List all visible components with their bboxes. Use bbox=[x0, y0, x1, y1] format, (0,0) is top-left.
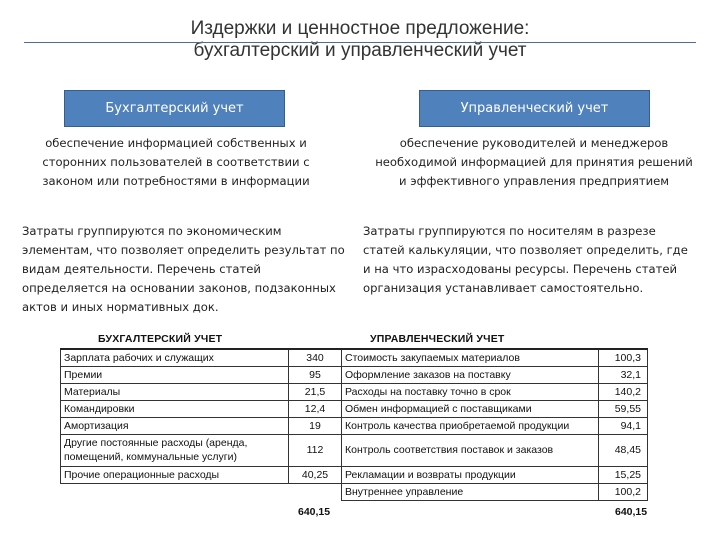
management-value: 140,2 bbox=[599, 383, 648, 400]
accounting-value: 40,25 bbox=[289, 466, 342, 483]
management-header: Управленческий учет bbox=[419, 90, 650, 127]
management-value: 100,2 bbox=[599, 483, 648, 500]
management-item: Стоимость закупаемых материалов bbox=[342, 349, 599, 366]
table-row bbox=[61, 483, 648, 500]
cost-table bbox=[60, 348, 648, 501]
table-row bbox=[61, 349, 648, 366]
title-divider bbox=[24, 42, 696, 43]
accounting-total: 640,15 bbox=[298, 506, 331, 518]
management-value: 100,3 bbox=[599, 349, 648, 366]
management-value: 32,1 bbox=[599, 366, 648, 383]
empty-cell bbox=[289, 483, 342, 500]
management-value: 59,55 bbox=[599, 400, 648, 417]
accounting-header: Бухгалтерский учет bbox=[64, 90, 285, 127]
management-definition: обеспечение руководителей и менеджеров необходимой информацией для принятия решений и эффективного управления предприятием bbox=[375, 136, 693, 188]
table-row bbox=[61, 466, 648, 483]
accounting-cost-grouping: Затраты группируются по экономическим элементам, что позволяет определить результат по видам деятельности. Перечень статей определяется на основании законов, подзаконных актов и иных нормативных док. bbox=[22, 224, 345, 314]
accounting-item: Прочие операционные расходы bbox=[61, 466, 289, 483]
table-row bbox=[61, 366, 648, 383]
accounting-value: 340 bbox=[289, 349, 342, 366]
table-row bbox=[61, 434, 648, 466]
management-item: Обмен информацией с поставщиками bbox=[342, 400, 599, 417]
accounting-value: 95 bbox=[289, 366, 342, 383]
accounting-item: Материалы bbox=[61, 383, 289, 400]
management-item: Расходы на поставку точно в срок bbox=[342, 383, 599, 400]
accounting-item: Амортизация bbox=[61, 417, 289, 434]
management-cost-grouping: Затраты группируются по носителям в разрезе статей калькуляции, что позволяет определить, где и на что израсходованы ресурсы. Перечень статей организация устанавливает самостоятельно. bbox=[363, 224, 688, 295]
management-item: Контроль соответствия поставок и заказов bbox=[342, 434, 599, 466]
management-item: Внутреннее управление bbox=[342, 483, 599, 500]
slide-title bbox=[0, 18, 720, 62]
table-heading-management: УПРАВЛЕНЧЕСКИЙ УЧЕТ bbox=[370, 333, 505, 345]
management-item: Контроль качества приобретаемой продукции bbox=[342, 417, 599, 434]
title-line-1: Издержки и ценностное предложение: bbox=[190, 18, 530, 39]
management-value: 15,25 bbox=[599, 466, 648, 483]
accounting-value: 12,4 bbox=[289, 400, 342, 417]
management-value: 48,45 bbox=[599, 434, 648, 466]
management-total: 640,15 bbox=[615, 506, 648, 518]
accounting-item: Командировки bbox=[61, 400, 289, 417]
accounting-item: Зарплата рабочих и служащих bbox=[61, 349, 289, 366]
cost-comparison-sheet bbox=[60, 330, 648, 540]
accounting-definition: обеспечение информацией собственных и сторонних пользователей в соответствии с законом или потребностями в информации bbox=[42, 136, 310, 188]
accounting-value: 21,5 bbox=[289, 383, 342, 400]
management-item: Рекламации и возвраты продукции bbox=[342, 466, 599, 483]
accounting-item: Другие постоянные расходы (аренда, помещений, коммунальные услуги) bbox=[61, 434, 289, 466]
table-row bbox=[61, 400, 648, 417]
accounting-item: Премии bbox=[61, 366, 289, 383]
title-line-2: бухгалтерский и управленческий учет bbox=[193, 40, 527, 61]
empty-cell bbox=[61, 483, 289, 500]
table-row bbox=[61, 417, 648, 434]
accounting-value: 19 bbox=[289, 417, 342, 434]
table-heading-accounting: БУХГАЛТЕРСКИЙ УЧЕТ bbox=[98, 333, 223, 345]
management-item: Оформление заказов на поставку bbox=[342, 366, 599, 383]
table-row bbox=[61, 383, 648, 400]
management-value: 94,1 bbox=[599, 417, 648, 434]
accounting-value: 112 bbox=[289, 434, 342, 466]
